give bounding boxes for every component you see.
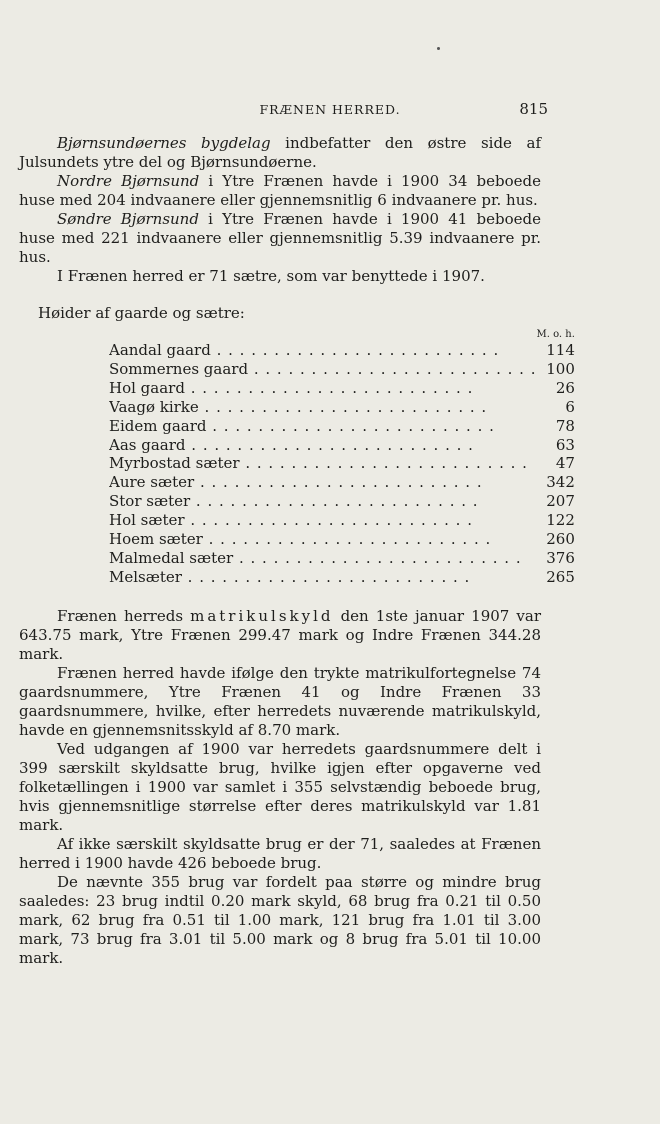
paragraph-text: den 1ste januar 1907 var 643.75 mark, Ytre Frænen 299.47 mark og Indre Frænen 344.28 mark. bbox=[19, 606, 541, 663]
height-value: 265 bbox=[546, 567, 575, 586]
paragraph-brug-fordeling: De nævnte 355 brug var fordelt paa større og mindre brug saaledes: 23 brug indtil 0.20 mark skyld, 68 brug fra 0.21 til 0.50 mark, 62 brug fra 0.51 til 1.00 mark, 121 brug fra 1.01 til 3.00 mark, 73 brug fra 3.01 til 5.00 mark og 8 brug fra 5.01 til 10.00 mark. bbox=[19, 872, 541, 967]
header-title: FRÆNEN HERRED. bbox=[259, 102, 401, 117]
paragraph-text: i Ytre Frænen havde i 1900 41 beboede huse med 221 indvaanere eller gjennemsnitlig 5.39 indvaanere pr. hus. bbox=[19, 210, 541, 266]
table-row bbox=[109, 454, 575, 473]
table-row bbox=[109, 492, 575, 511]
ink-speck bbox=[437, 47, 440, 50]
height-value: 342 bbox=[546, 473, 575, 492]
place-name: Sommernes gaard bbox=[109, 359, 249, 378]
heights-table bbox=[109, 329, 575, 587]
italic-term: Nordre Bjørnsund bbox=[57, 172, 200, 190]
unit-label: M. o. h. bbox=[536, 329, 575, 340]
italic-term: Bjørnsundøernes bygdelag bbox=[57, 134, 271, 152]
table-row bbox=[109, 568, 575, 587]
table-row bbox=[109, 436, 575, 455]
place-name: Malmedal sæter bbox=[109, 548, 234, 567]
place-name: Aas gaard bbox=[109, 435, 186, 454]
height-value: 122 bbox=[546, 511, 575, 530]
place-name: Aandal gaard bbox=[109, 341, 211, 359]
italic-term: Søndre Bjørnsund bbox=[57, 210, 199, 228]
paragraph-matrikulskyld bbox=[19, 607, 541, 664]
height-value: 78 bbox=[555, 416, 575, 435]
place-name: Stor sæter bbox=[109, 492, 191, 511]
table-row bbox=[109, 341, 575, 360]
place-name: Eidem gaard bbox=[109, 416, 207, 435]
paragraph-bjornsundoernes bbox=[19, 134, 541, 172]
paragraph-nordre-bjornsund bbox=[19, 172, 541, 210]
height-value: 26 bbox=[555, 378, 575, 397]
place-name: Hoem sæter bbox=[109, 530, 203, 549]
paragraph-beboede-brug: Af ikke særskilt skyldsatte brug er der 71, saaledes at Frænen herred i 1900 havde 426 beboede brug. bbox=[19, 834, 541, 872]
table-row bbox=[109, 473, 575, 492]
unit-row bbox=[109, 329, 575, 341]
heights-heading: Høider af gaarde og sætre: bbox=[38, 304, 245, 322]
paragraph-saetre: I Frænen herred er 71 sætre, som var benyttede i 1907. bbox=[57, 267, 485, 285]
table-row bbox=[109, 360, 575, 379]
place-name: Hol sæter bbox=[109, 511, 185, 530]
paragraph-brug-1900: Ved udgangen af 1900 var herredets gaardsnummere delt i 399 særskilt skyldsatte brug, hvilke igjen efter opgaverne ved folketællingen i 1900 var samlet i 355 selvstændig beboede brug, hvis gjennemsnitlige størrelse efter deres matrikulskyld var 1.81 mark. bbox=[19, 739, 541, 834]
place-name: Melsæter bbox=[109, 567, 182, 586]
place-name: Vaagø kirke bbox=[109, 397, 199, 416]
spaced-term: matrikulskyld bbox=[190, 606, 334, 625]
page-body bbox=[19, 134, 575, 968]
height-value: 47 bbox=[555, 454, 575, 473]
height-value: 6 bbox=[565, 397, 575, 416]
paragraph-gaardsnummere: Frænen herred havde ifølge den trykte matrikulfortegnelse 74 gaardsnummere, Ytre Frænen 41 og Indre Frænen 33 gaardsnummere, hvilke, efter herredets nuværende matrikulskyld, havde en gjennemsnitsskyld af 8.70 mark. bbox=[19, 663, 541, 739]
paragraph-text: Frænen herreds bbox=[57, 606, 191, 625]
table-row bbox=[109, 530, 575, 549]
height-value: 260 bbox=[546, 530, 575, 549]
table-row bbox=[109, 511, 575, 530]
height-value: 114 bbox=[546, 341, 575, 359]
height-value: 100 bbox=[546, 359, 575, 378]
page-number: 815 bbox=[519, 100, 548, 118]
paragraph-text: indbefatter den østre side af Julsundets ytre del og Bjørnsundøerne. bbox=[19, 134, 542, 171]
running-header bbox=[0, 100, 660, 120]
height-value: 376 bbox=[546, 548, 575, 567]
table-row bbox=[109, 417, 575, 436]
paragraph-text: i Ytre Frænen havde i 1900 34 beboede huse med 204 indvaanere eller gjennemsnitlig 6 indvaanere pr. hus. bbox=[19, 172, 541, 209]
table-row bbox=[109, 398, 575, 417]
place-name: Myrbostad sæter bbox=[109, 454, 240, 473]
table-row bbox=[109, 379, 575, 398]
place-name: Hol gaard bbox=[109, 378, 185, 397]
height-value: 207 bbox=[546, 492, 575, 511]
table-row bbox=[109, 549, 575, 568]
paragraph-sondre-bjornsund bbox=[19, 210, 541, 267]
height-value: 63 bbox=[555, 435, 575, 454]
place-name: Aure sæter bbox=[109, 473, 195, 492]
